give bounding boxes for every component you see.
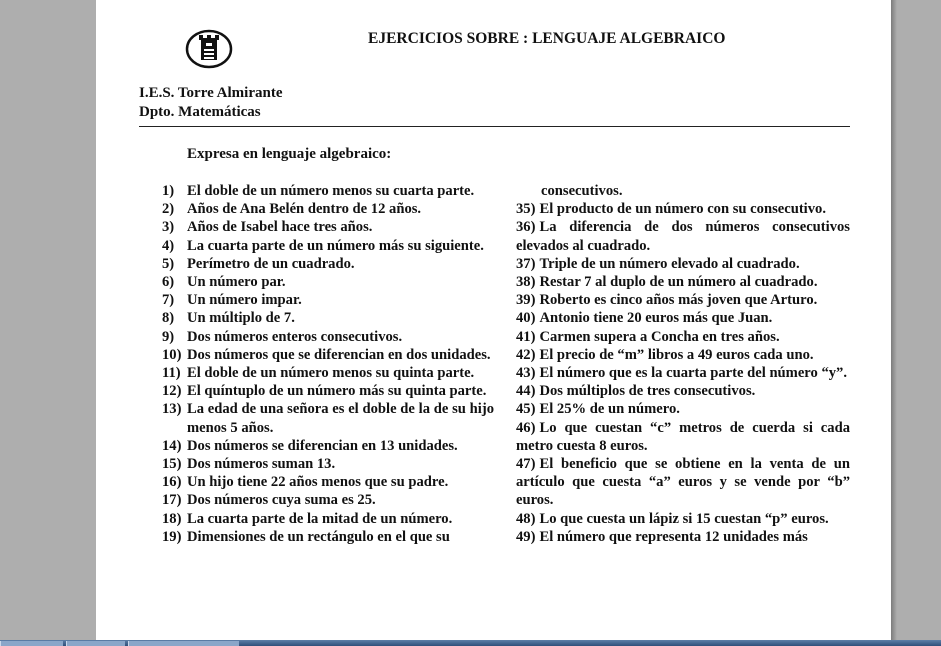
school-name: I.E.S. Torre Almirante xyxy=(139,85,283,101)
exercise-item xyxy=(516,255,850,273)
exercise-item xyxy=(162,510,494,528)
exercise-text: Dos números cuya suma es 25. xyxy=(187,492,376,509)
exercise-number: 38) xyxy=(516,274,536,291)
exercise-text: El número que representa 12 unidades más xyxy=(539,528,808,545)
exercise-text: Lo que cuestan “c” metros de cuerda si cada metro cuesta 8 euros. xyxy=(516,419,850,454)
exercise-number: 42) xyxy=(516,346,536,363)
exercise-number: 11) xyxy=(162,365,181,382)
exercise-text: El doble de un número menos su cuarta parte. xyxy=(187,183,475,199)
exercise-item xyxy=(162,346,494,364)
exercise-number: 2) xyxy=(162,201,175,218)
exercise-text: Dimensiones de un rectángulo en el que su xyxy=(187,528,450,545)
exercise-number: 10) xyxy=(162,346,182,363)
school-header xyxy=(139,84,282,122)
exercise-text: Perímetro de un cuadrado. xyxy=(187,255,355,272)
exercise-item xyxy=(162,255,494,273)
exercise-text: Lo que cuesta un lápiz si 15 cuestan “p” euros. xyxy=(539,510,829,527)
exercise-number: 46) xyxy=(516,419,536,436)
exercise-number: 15) xyxy=(162,456,182,473)
exercise-number: 8) xyxy=(162,310,175,327)
exercise-text: La cuarta parte de la mitad de un número. xyxy=(187,510,453,527)
exercise-item xyxy=(516,400,850,418)
exercise-number: 14) xyxy=(162,437,182,454)
continuation-text: consecutivos. xyxy=(541,183,623,199)
exercise-item xyxy=(162,328,494,346)
taskbar xyxy=(0,640,941,646)
document-page xyxy=(96,0,891,642)
exercise-number: 43) xyxy=(516,365,536,382)
exercise-item xyxy=(516,455,850,510)
exercise-item xyxy=(516,309,850,327)
exercise-number: 6) xyxy=(162,274,175,291)
exercise-text: Años de Isabel hace tres años. xyxy=(187,219,373,236)
exercise-text: Dos números se diferencian en 13 unidades. xyxy=(187,437,458,454)
exercise-item xyxy=(516,291,850,309)
exercise-item xyxy=(162,382,494,400)
page-shadow xyxy=(891,0,897,642)
exercise-item xyxy=(162,437,494,455)
exercise-list-right xyxy=(516,182,850,546)
exercise-text: Años de Ana Belén dentro de 12 años. xyxy=(187,201,422,218)
exercise-item xyxy=(162,364,494,382)
exercise-text: El doble de un número menos su quinta parte. xyxy=(187,365,475,382)
exercise-number: 44) xyxy=(516,383,536,400)
exercise-text: Un número par. xyxy=(187,274,286,291)
exercise-item xyxy=(162,309,494,327)
exercise-item xyxy=(162,528,494,546)
exercise-text: Un hijo tiene 22 años menos que su padre. xyxy=(187,474,449,491)
exercise-text: La edad de una señora es el doble de la de su hijo menos 5 años. xyxy=(187,401,494,436)
exercise-number: 12) xyxy=(162,383,182,400)
exercise-number: 47) xyxy=(516,456,536,473)
exercise-list-left xyxy=(162,182,494,546)
exercise-text: Roberto es cinco años más joven que Arturo. xyxy=(539,292,818,309)
header-divider xyxy=(139,126,850,127)
exercise-text: El 25% de un número. xyxy=(539,401,680,418)
exercise-number: 16) xyxy=(162,474,182,491)
exercise-text: Un múltiplo de 7. xyxy=(187,310,295,327)
exercise-text: La cuarta parte de un número más su siguiente. xyxy=(187,237,484,254)
exercise-item xyxy=(162,182,494,200)
exercise-text: El beneficio que se obtiene en la venta de un artículo que cuesta “a” euros y se vende por “b” euros. xyxy=(516,456,850,509)
exercise-item xyxy=(162,400,494,436)
exercise-number: 9) xyxy=(162,328,175,345)
exercise-item xyxy=(516,273,850,291)
department-name: Dpto. Matemáticas xyxy=(139,104,261,120)
exercise-text: El número que es la cuarta parte del número “y”. xyxy=(539,365,848,382)
exercise-item xyxy=(516,328,850,346)
exercise-text: Carmen supera a Concha en tres años. xyxy=(539,328,780,345)
exercise-number: 48) xyxy=(516,510,536,527)
exercise-item xyxy=(516,510,850,528)
exercise-text: Dos números enteros consecutivos. xyxy=(187,328,403,345)
exercise-number: 37) xyxy=(516,255,536,272)
exercise-number: 7) xyxy=(162,292,175,309)
exercise-text: El precio de “m” libros a 49 euros cada uno. xyxy=(539,346,814,363)
exercise-item xyxy=(516,200,850,218)
exercise-text: Restar 7 al duplo de un número al cuadrado. xyxy=(539,274,818,291)
exercise-item xyxy=(516,346,850,364)
exercise-number: 1) xyxy=(162,183,175,199)
exercise-item xyxy=(162,218,494,236)
exercise-number: 19) xyxy=(162,528,182,545)
taskbar-button[interactable] xyxy=(0,641,63,646)
exercise-item xyxy=(516,364,850,382)
exercise-number: 41) xyxy=(516,328,536,345)
school-logo-icon xyxy=(185,29,233,69)
exercise-text: La diferencia de dos números consecutivos elevados al cuadrado. xyxy=(516,219,850,254)
exercise-item xyxy=(162,237,494,255)
exercise-number: 36) xyxy=(516,219,536,236)
taskbar-button[interactable] xyxy=(66,641,125,646)
exercise-item xyxy=(516,218,850,254)
exercise-number: 3) xyxy=(162,219,175,236)
exercise-text: Triple de un número elevado al cuadrado. xyxy=(539,255,800,272)
exercise-item xyxy=(162,291,494,309)
exercise-item xyxy=(162,491,494,509)
exercise-number: 5) xyxy=(162,255,175,272)
instruction-text: Expresa en lenguaje algebraico: xyxy=(187,146,392,162)
exercise-item xyxy=(162,273,494,291)
exercise-text: El producto de un número con su consecutivo. xyxy=(539,201,826,218)
exercise-item xyxy=(516,528,850,546)
exercise-text: Un número impar. xyxy=(187,292,302,309)
exercise-number: 18) xyxy=(162,510,182,527)
exercise-text: El quíntuplo de un número más su quinta parte. xyxy=(187,383,487,400)
exercise-item xyxy=(162,473,494,491)
exercise-text: Dos números que se diferencian en dos unidades. xyxy=(187,346,491,363)
exercise-text: Dos números suman 13. xyxy=(187,456,336,473)
exercise-item xyxy=(162,200,494,218)
exercise-number: 35) xyxy=(516,201,536,218)
exercise-number: 13) xyxy=(162,401,182,418)
exercise-text: Antonio tiene 20 euros más que Juan. xyxy=(539,310,773,327)
exercise-number: 45) xyxy=(516,401,536,418)
exercise-number: 17) xyxy=(162,492,182,509)
exercise-item xyxy=(162,455,494,473)
exercise-number: 39) xyxy=(516,292,536,309)
taskbar-button[interactable] xyxy=(128,641,239,646)
document-title: EJERCICIOS SOBRE : LENGUAJE ALGEBRAICO xyxy=(368,30,726,47)
exercise-item xyxy=(516,382,850,400)
exercise-number: 49) xyxy=(516,528,536,545)
exercise-number: 4) xyxy=(162,237,175,254)
exercise-item xyxy=(516,419,850,455)
exercise-text: Dos múltiplos de tres consecutivos. xyxy=(539,383,756,400)
exercise-number: 40) xyxy=(516,310,536,327)
